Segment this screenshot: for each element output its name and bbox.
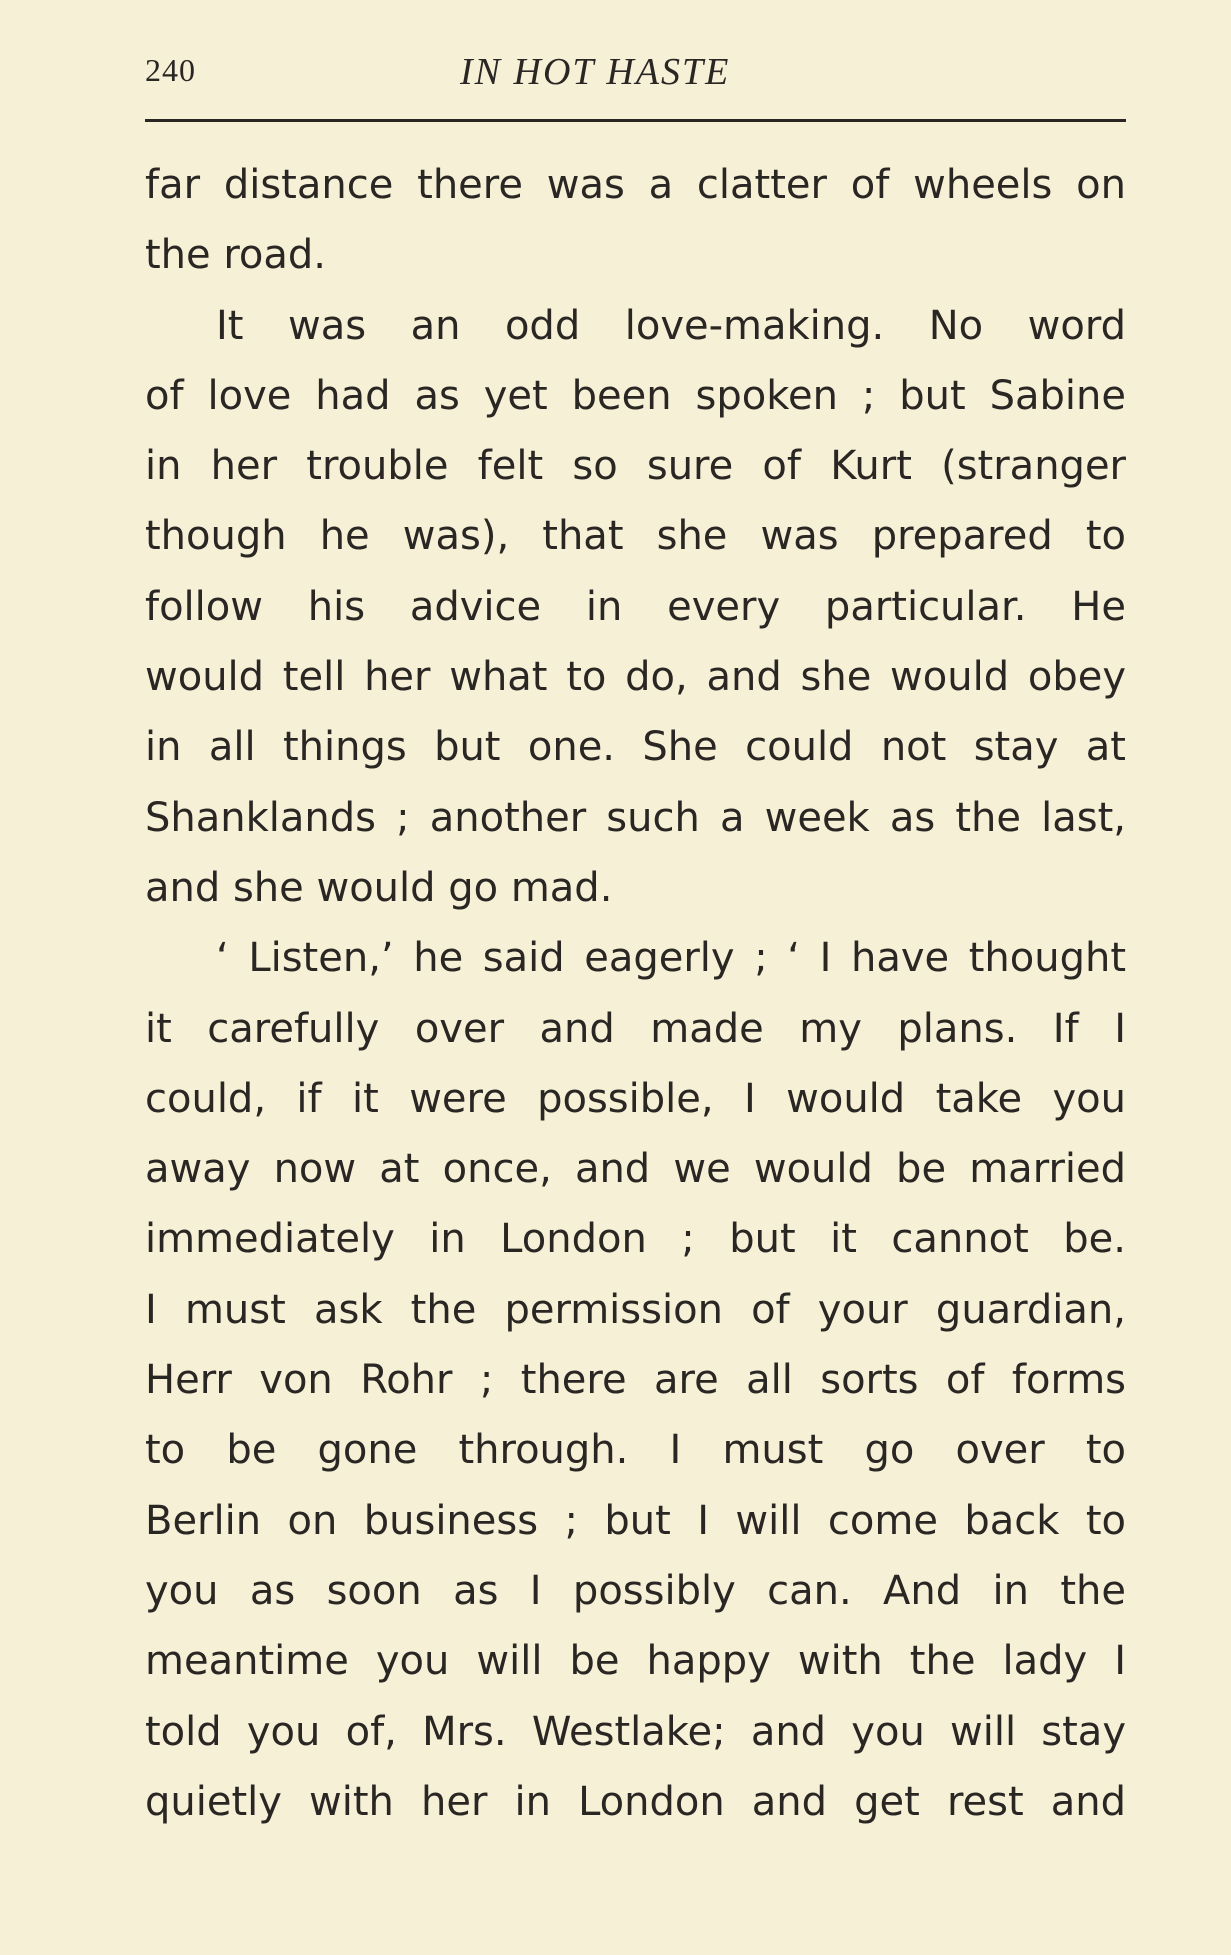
text-line: though he was), that she was prepared to <box>145 513 1126 560</box>
text-line: of love had as yet been spoken ; but Sabine <box>145 372 1126 419</box>
text-line: told you of, Mrs. Westlake; and you will stay <box>145 1708 1126 1755</box>
text-line: I must ask the permission of your guardian, <box>145 1286 1126 1333</box>
text-line: and she would go mad. <box>145 864 613 911</box>
running-title: IN HOT HASTE <box>460 51 731 93</box>
page-number: 240 <box>145 52 196 88</box>
text-line: Shanklands ; another such a week as the last, <box>145 794 1126 841</box>
text-line: the road. <box>145 232 327 279</box>
text-line: in her trouble felt so sure of Kurt (stranger <box>145 443 1126 490</box>
body-text <box>145 150 1126 1837</box>
text-line: far distance there was a clatter of wheels on <box>145 162 1126 208</box>
text-line: would tell her what to do, and she would obey <box>145 654 1126 701</box>
text-line: you as soon as I possibly can. And in the <box>145 1567 1126 1614</box>
text-line: follow his advice in every particular. He <box>145 583 1126 630</box>
header-rule <box>145 119 1126 122</box>
text-line: quietly with her in London and get rest and <box>145 1778 1126 1825</box>
text-line: it carefully over and made my plans. If I <box>145 1005 1126 1052</box>
text-line: away now at once, and we would be married <box>145 1146 1126 1193</box>
text-line: meantime you will be happy with the lady I <box>145 1638 1126 1685</box>
text-line: to be gone through. I must go over to <box>145 1427 1126 1474</box>
text-line: ‘ Listen,’ he said eagerly ; ‘ I have thought <box>216 935 1126 982</box>
text-line: could, if it were possible, I would take you <box>145 1075 1126 1122</box>
text-line: immediately in London ; but it cannot be. <box>145 1216 1126 1263</box>
text-line: Berlin on business ; but I will come back to <box>145 1497 1126 1544</box>
page-header <box>145 50 1126 100</box>
text-line: in all things but one. She could not stay at <box>145 724 1126 771</box>
text-line: It was an odd love-making. No word <box>216 302 1126 349</box>
text-line: Herr von Rohr ; there are all sorts of forms <box>145 1357 1126 1404</box>
